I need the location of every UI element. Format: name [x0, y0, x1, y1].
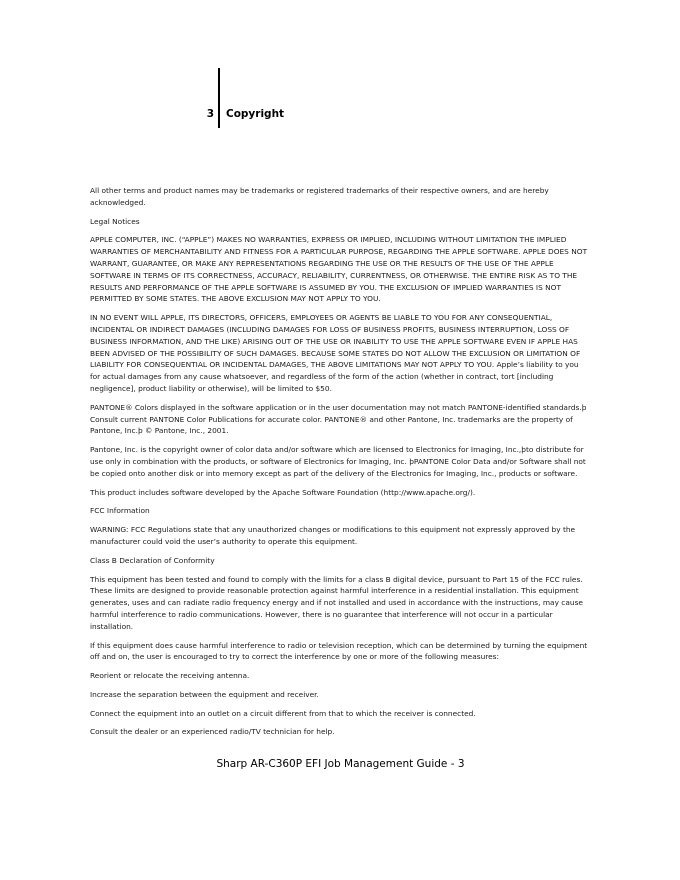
heading-class-b: Class B Declaration of Conformity: [90, 555, 215, 565]
document-body: [90, 185, 590, 745]
paragraph-apple-liability: IN NO EVENT WILL APPLE, ITS DIRECTORS, OFFICERS, EMPLOYEES OR AGENTS BE LIABLE TO YOU FOR ANY CONSEQUENTIAL, INCIDENTAL OR INDIRECT DAMAGES (INCLUDING DAMAGES FOR LOSS OF BUSINESS PROFITS, BUSINESS INTERRUPTION, LOSS OF BUSINESS INFORMATION, AND THE LIKE) ARISING OUT OF THE USE OR INABILITY TO USE THE APPLE SOFTWARE EVEN IF APPLE HAS BEEN ADVISED OF THE POSSIBILITY OF SUCH DAMAGES. BECAUSE SOME STATES DO NOT ALLOW THE EXCLUSION OR LIMITATION OF LIABILITY FOR CONSEQUENTIAL OR INCIDENTAL DAMAGES, THE ABOVE LIMITATIONS MAY NOT APPLY TO YOU. Apple’s liability to you for actual damages from any cause whatsoever, and regardless of the form of the action (whether in contract, tort [including negligence], product liability or otherwise), will be limited to $50.: [90, 313, 581, 393]
paragraph-apple-warranty: APPLE COMPUTER, INC. (“APPLE”) MAKES NO WARRANTIES, EXPRESS OR IMPLIED, INCLUDING WITHOUT LIMITATION THE IMPLIED WARRANTIES OF MERCHANTABILITY AND FITNESS FOR A PARTICULAR PURPOSE, REGARDING THE APPLE SOFTWARE. APPLE DOES NOT WARRANT, GUARANTEE, OR MAKE ANY REPRESENTATIONS REGARDING THE USE OR THE RESULTS OF THE USE OF THE APPLE SOFTWARE IN TERMS OF ITS CORRECTNESS, ACCURACY, RELIABILITY, CURRENTNESS, OR OTHERWISE. THE ENTIRE RISK AS TO THE RESULTS AND PERFORMANCE OF THE APPLE SOFTWARE IS ASSUMED BY YOU. THE EXCLUSION OF IMPLIED WARRANTIES IS NOT PERMITTED BY SOME STATES. THE ABOVE EXCLUSION MAY NOT APPLY TO YOU.: [90, 235, 588, 304]
heading-fcc-information: FCC Information: [90, 506, 150, 516]
footer-text: Sharp AR-C360P EFI Job Management Guide - 3: [216, 758, 465, 770]
measure-reorient: Reorient or relocate the receiving antenna.: [90, 671, 250, 681]
paragraph-fcc-warning: WARNING: FCC Regulations state that any unauthorized changes or modifications to this equipment not expressly approved by the manufacturer could void the user’s authority to operate this equipment.: [90, 525, 576, 546]
paragraph-interference: If this equipment does cause harmful interference to radio or television reception, which can be determined by turning the equipment off and on, the user is encouraged to try to correct the interference by one or more of the following measures:: [90, 640, 588, 662]
measure-outlet: Connect the equipment into an outlet on a circuit different from that to which the receiver is connected.: [90, 708, 476, 718]
heading-legal-notices: Legal Notices: [90, 216, 140, 226]
chapter-number: 3: [206, 108, 214, 120]
paragraph-pantone-copyright: Pantone, Inc. is the copyright owner of color data and/or software which are licensed to Electronics for Imaging, Inc.,þto distribute for use only in combination with the products, or software of Electronics for Imaging, Inc. þPANTONE Color Data and/or Software shall not be copied onto another disk or into memory except as part of the delivery of the Electronics for Imaging, Inc., products or software.: [90, 445, 586, 478]
paragraph-class-b-limits: This equipment has been tested and found to comply with the limits for a class B digital device, pursuant to Part 15 of the FCC rules. These limits are designed to provide reasonable protection against harmful interference in a residential installation. This equipment generates, uses and can radiate radio frequency energy and if not installed and used in accordance with the instructions, may cause harmful interference to radio communications. However, there is no guarantee that interference will not occur in a particular installation.: [90, 574, 583, 631]
paragraph-apache: This product includes software developed by the Apache Software Foundation (http://www.apache.org/).: [90, 487, 476, 497]
header-divider: [218, 68, 220, 128]
paragraph-trademarks: All other terms and product names may be trademarks or registered trademarks of their respective owners, and are hereby acknowledged.: [90, 186, 549, 207]
measure-consult: Consult the dealer or an experienced radio/TV technician for help.: [90, 727, 335, 737]
paragraph-pantone-colors: PANTONE® Colors displayed in the software application or in the user documentation may not match PANTONE-identified standards.þ Consult current PANTONE Color Publications for accurate color. PANTONE® and other Pantone, Inc. trademarks are the property of Pantone, Inc.þ © Pantone, Inc., 2001.: [90, 402, 587, 436]
measure-separation: Increase the separation between the equipment and receiver.: [90, 689, 319, 699]
chapter-title: Copyright: [226, 108, 285, 120]
page-footer: [0, 758, 680, 770]
